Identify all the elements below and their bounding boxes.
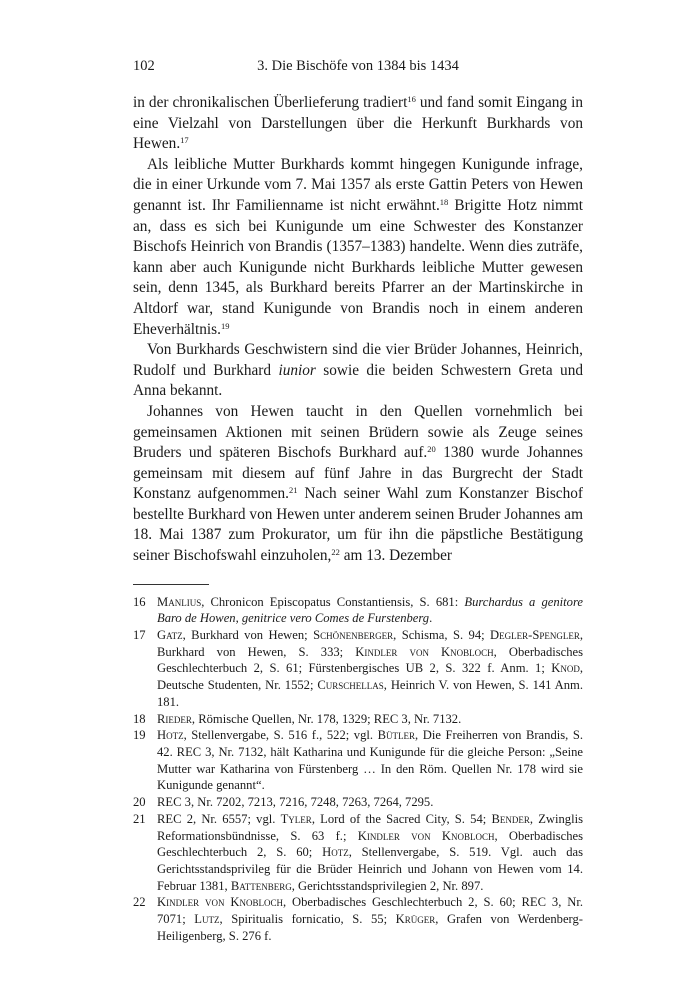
main-text (133, 93, 583, 567)
footnote: 16 Manlius, Chronicon Episcopatus Constantiensis, S. 681: Burchardus a genitore Baro de Howen, genitrice vero Comes de Furstenberg. (133, 594, 583, 626)
paragraph: Von Burkhards Geschwistern sind die vier Brüder Johannes, Heinrich, Rudolf und Burkhard iunior sowie die beiden Schwestern Greta und Anna bekannt. (133, 341, 584, 400)
running-title: 3. Die Bischöfe von 1384 bis 1434 (257, 58, 459, 74)
footnote: 18 Rieder, Römische Quellen, Nr. 178, 1329; REC 3, Nr. 7132. (133, 711, 462, 726)
footnote-ref[interactable]: 21 (289, 485, 298, 496)
book-page (133, 58, 583, 944)
footnote-separator (133, 584, 209, 585)
paragraph: Als leibliche Mutter Burkhards kommt hingegen Kunigunde infrage, die in einer Urkunde vom 7. Mai 1357 als erste Gattin Peters von Hewen genannt ist. Ihr Familienname ist nicht erwähnt.$^{18}$ Brigitte Hotz nimmt an, dass es sich bei Kunigunde um eine Schwester des Konstanzer Bischofs Heinrich von Brandis (1357–1383) handelte. Wenn dies zuträfe, kann aber auch Kunigunde nicht Burkhards leibliche Mutter gewesen sein, denn 1345, als Burkhard bereits Pfarrer an der Martinskirche in Altdorf war, stand Kunigunde von Brandis noch in einem anderen Eheverhältnis.$^{19}$ (133, 155, 583, 338)
footnote-ref[interactable]: 17 (180, 135, 189, 146)
footnote-ref[interactable]: 19 (220, 320, 230, 331)
footnote: 22 Kindler von Knobloch, Oberbadisches Geschlechterbuch 2, S. 60; REC 3, Nr. 7071; Lutz, Spiritualis fornicatio, S. 55; Krüger, Grafen von Werdenberg-Heiligenberg, S. 276 f. (133, 895, 583, 943)
running-header (133, 58, 583, 80)
footnote: 19 Hotz, Stellenvergabe, S. 516 f., 522; vgl. Bütler, Die Freiherren von Brandis, S. 42. REC 3, Nr. 7132, hält Katharina und Kunigunde für die gleiche Person: „Seine Mutter war Katharina von Fürstenberg … In den Röm. Quellen Nr. 178 wird sie Kunigunde genannt“. (133, 728, 584, 793)
footnote: 17 Gatz, Burkhard von Hewen; Schönenberger, Schisma, S. 94; Degler-Spengler, Burkhard von Hewen, S. 333; Kindler von Knobloch, Oberbadisches Geschlechterbuch 2, S. 61; Fürstenbergisches UB 2, S. 322 f. Anm. 1; Knod, Deutsche Studenten, Nr. 1552; Curschellas, Heinrich V. von Hewen, S. 141 Anm. 181. (133, 628, 584, 709)
footnote-ref[interactable]: 22 (331, 547, 340, 558)
paragraph: in der chronikalischen Überlieferung tradiert$^{16}$ und fand somit Eingang in eine Vielzahl von Darstellungen über die Herkunft Burkhards von Hewen.$^{17}$ (133, 94, 584, 153)
footnote-ref[interactable]: 20 (427, 444, 436, 455)
footnote-ref[interactable]: 18 (439, 196, 449, 207)
page-number: 102 (133, 58, 155, 74)
footnote: 20 REC 3, Nr. 7202, 7213, 7216, 7248, 7263, 7264, 7295. (133, 795, 434, 810)
footnotes (133, 594, 583, 945)
footnote: 21 REC 2, Nr. 6557; vgl. Tyler, Lord of the Sacred City, S. 54; Bender, Zwinglis Reformationsbündnisse, S. 63 f.; Kindler von Knobloch, Oberbadisches Geschlechterbuch 2, S. 60; Hotz, Stellenvergabe, S. 519. Vgl. auch das Gerichtsstandsprivileg für die Brüder Heinrich und Johann von Hewen vom 14. Februar 1381, Battenberg, Gerichtsstandsprivilegien 2, Nr. 897. (133, 811, 584, 893)
paragraph: Johannes von Hewen taucht in den Quellen vornehmlich bei gemeinsamen Aktionen mit seinen Brüdern sowie als Zeuge seines Bruders und späteren Bischofs Burkhard auf.$^{20}$ 1380 wurde Johannes gemeinsam mit diesem auf fünf Jahre in das Burgrecht der Stadt Konstanz aufgenommen.$^{21}$ Nach seiner Wahl zum Konstanzer Bischof bestellte Burkhard von Hewen unter anderem seinen Bruder Johannes am 18. Mai 1387 zum Prokurator, um für ihn die päpstliche Bestätigung seiner Bischofswahl einzuholen,$^{22}$ am 13. Dezember (133, 402, 583, 565)
footnote-ref[interactable]: 16 (407, 94, 416, 104)
